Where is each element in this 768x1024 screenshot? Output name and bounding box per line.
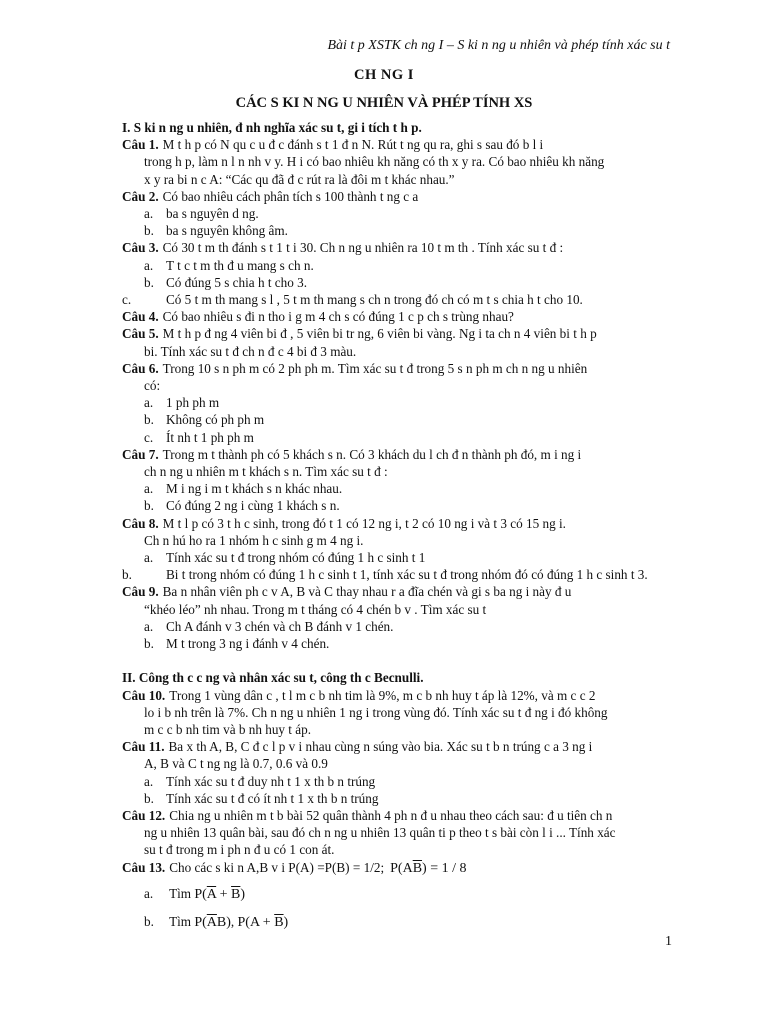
question-6 bbox=[122, 360, 670, 446]
question-text: M t h p có N qu c u đ c đánh s t 1 đ n N. Rút t ng qu ra, ghi s sau đó b l i bbox=[162, 137, 544, 153]
question-text: m c c b nh tim và b nh huy t áp. bbox=[144, 721, 312, 737]
question-text: Có 30 t m th đánh s t 1 t i 30. Ch n ng u nhiên ra 10 t m th . Tính xác su t đ : bbox=[162, 240, 564, 256]
chapter-title: CÁC S KI N NG U NHIÊN VÀ PHÉP TÍNH XS bbox=[235, 95, 533, 111]
question-continuation-line bbox=[122, 153, 670, 170]
question-text: ng u nhiên 13 quân bài, sau đó ch n ng u nhiên 13 quân ti p theo t s bài còn l i ... Tính xác bbox=[144, 825, 616, 841]
option-text: M t trong 3 ng i đánh v 4 chén. bbox=[166, 636, 330, 652]
option-text: Bi t trong nhóm có đúng 1 h c sinh t 1, tính xác su t đ trong nhóm đó có đúng 1 h c sinh t 3. bbox=[166, 567, 648, 583]
running-header: Bài t p XSTK ch ng I – S ki n ng u nhiên và phép tính xác su t bbox=[327, 38, 670, 53]
question-option bbox=[122, 635, 670, 652]
question-text: A, B và C t ng ng là 0.7, 0.6 và 0.9 bbox=[144, 756, 328, 772]
option-letter: a. bbox=[144, 618, 154, 634]
question-text: Ba x th A, B, C đ c l p v i nhau cùng n súng vào bia. Xác su t b n trúng c a 3 ng i bbox=[168, 739, 593, 755]
option-letter: b. bbox=[144, 223, 154, 239]
option-text: Tìm bbox=[169, 913, 192, 929]
question-option bbox=[122, 291, 670, 308]
question-continuation-line bbox=[122, 377, 670, 394]
question-text: M t l p có 3 t h c sinh, trong đó t 1 có 12 ng i, t 2 có 10 ng i và t 3 có 15 ng i. bbox=[162, 515, 566, 531]
question-continuation-line bbox=[122, 721, 670, 738]
question-text: “khéo léo” nh nhau. Trong m t tháng có 4 chén b v . Tìm xác su t bbox=[144, 601, 487, 617]
option-letter: b. bbox=[144, 274, 154, 290]
question-text: ch n ng u nhiên m t khách s n. Tìm xác su t đ : bbox=[144, 464, 388, 480]
option-letter: b. bbox=[122, 567, 132, 583]
option-letter: a. bbox=[144, 206, 154, 222]
question-option bbox=[122, 790, 670, 807]
question-continuation-line bbox=[122, 824, 670, 841]
question-7 bbox=[122, 446, 670, 515]
question-number: Câu 1. bbox=[122, 137, 159, 153]
question-number: Câu 12. bbox=[122, 807, 166, 823]
option-letter: a. bbox=[144, 885, 154, 901]
formula-p-a-not-b: $P(A\overline{B}) = 1 / 8$ bbox=[390, 860, 467, 876]
question-number: Câu 13. bbox=[122, 859, 166, 875]
question-option bbox=[122, 222, 670, 239]
question-number: Câu 3. bbox=[122, 240, 159, 256]
option-letter: a. bbox=[144, 257, 154, 273]
question-text: Có bao nhiêu s đi n tho i g m 4 ch s có đúng 1 c p ch s trùng nhau? bbox=[162, 309, 514, 325]
question-first-line bbox=[122, 446, 670, 463]
question-number: Câu 2. bbox=[122, 188, 159, 204]
question-number: Câu 4. bbox=[122, 309, 159, 325]
question-1 bbox=[122, 136, 670, 188]
section-heading-1: I. S ki n ng u nhiên, đ nh nghĩa xác su t, gi i tích t h p. bbox=[122, 120, 422, 135]
question-first-line bbox=[122, 738, 670, 755]
question-continuation-line bbox=[122, 841, 670, 858]
option-letter: b. bbox=[144, 498, 154, 514]
option-text: Có đúng 5 s chia h t cho 3. bbox=[166, 274, 308, 290]
formula-p-a-plus-not-b: $P(A + \overline{B})$ bbox=[237, 914, 289, 930]
q13-option-b: b. Tìm $P(\overline{A}B)$, $P(A + \overline{B})$ bbox=[122, 911, 670, 933]
question-option bbox=[122, 394, 670, 411]
question-option bbox=[122, 429, 670, 446]
question-text: Ch n hú ho ra 1 nhóm h c sinh g m 4 ng i. bbox=[144, 532, 364, 548]
question-text: có: bbox=[144, 378, 161, 394]
question-continuation-line bbox=[122, 463, 670, 480]
question-8 bbox=[122, 515, 670, 584]
question-number: Câu 5. bbox=[122, 326, 159, 342]
option-letter: c. bbox=[144, 429, 154, 445]
question-continuation-line bbox=[122, 532, 670, 549]
section-heading-2: II. Công th c c ng và nhân xác su t, công th c Becnulli. bbox=[122, 670, 424, 686]
option-text: Tìm bbox=[169, 885, 192, 901]
question-text: lo i b nh trên là 7%. Ch n ng u nhiên 1 ng i trong vùng đó. Tính xác su t đ ng i đó không bbox=[144, 704, 608, 720]
option-text: Ít nh t 1 ph ph m bbox=[166, 429, 254, 445]
question-first-line bbox=[122, 515, 670, 532]
question-option bbox=[122, 549, 670, 566]
option-letter: c. bbox=[122, 292, 132, 308]
question-continuation-line bbox=[122, 755, 670, 772]
question-number: Câu 9. bbox=[122, 584, 159, 600]
q13-option-a bbox=[122, 883, 670, 905]
option-letter: b. bbox=[144, 913, 154, 929]
question-5 bbox=[122, 325, 670, 359]
question-13 bbox=[122, 859, 670, 877]
question-first-line bbox=[122, 136, 670, 153]
option-text: ba s nguyên d ng. bbox=[166, 206, 259, 222]
question-first-line bbox=[122, 325, 670, 342]
question-12 bbox=[122, 807, 670, 859]
question-number: Câu 7. bbox=[122, 446, 159, 462]
question-option bbox=[122, 618, 670, 635]
question-option bbox=[122, 566, 670, 583]
option-text: Không có ph ph m bbox=[166, 412, 265, 428]
page-number: 1 bbox=[665, 934, 672, 949]
option-text: Có 5 t m th mang s l , 5 t m th mang s ch n trong đó ch có m t s chia h t cho 10. bbox=[166, 292, 583, 308]
questions-part-2 bbox=[122, 687, 670, 877]
question-text: Trong 10 s n ph m có 2 ph ph m. Tìm xác su t đ trong 5 s n ph m ch n ng u nhiên bbox=[162, 360, 588, 376]
question-text: M t h p đ ng 4 viên bi đ , 5 viên bi tr ng, 6 viên bi vàng. Ng i ta ch n 4 viên bi t h p bbox=[162, 326, 597, 342]
option-letter: b. bbox=[144, 636, 154, 652]
question-3 bbox=[122, 239, 670, 308]
option-text: T t c t m th đ u mang s ch n. bbox=[166, 257, 314, 273]
question-continuation-line bbox=[122, 343, 670, 360]
question-10 bbox=[122, 687, 670, 739]
question-text: su t đ trong m i ph n đ u có 1 con át. bbox=[144, 842, 335, 858]
question-text: Trong 1 vùng dân c , t l m c b nh tim là 9%, m c b nh huy t áp là 12%, và m c c 2 bbox=[169, 687, 596, 703]
question-continuation-line bbox=[122, 171, 670, 188]
question-first-line bbox=[122, 687, 670, 704]
formula-p-not-a-b: $P(\overline{A}B)$ bbox=[194, 914, 231, 930]
option-text: Có đúng 2 ng i cùng 1 khách s n. bbox=[166, 498, 340, 514]
option-letter: a. bbox=[144, 550, 154, 566]
question-number: Câu 11. bbox=[122, 739, 165, 755]
question-first-line bbox=[122, 807, 670, 824]
question-option bbox=[122, 205, 670, 222]
question-text: Chia ng u nhiên m t b bài 52 quân thành 4 ph n đ u nhau theo cách sau: đ u tiên ch n bbox=[169, 807, 613, 823]
question-continuation-line bbox=[122, 601, 670, 618]
question-text: x y ra bi n c A: “Các qu đã đ c rút ra là đôi m t khác nhau.” bbox=[144, 171, 455, 187]
formula-p-not-a-plus-not-b: $P(\overline{A} + \overline{B})$ bbox=[194, 886, 246, 902]
question-number: Câu 8. bbox=[122, 515, 159, 531]
question-9 bbox=[122, 583, 670, 652]
option-letter: b. bbox=[144, 790, 154, 806]
question-text: Ba n nhân viên ph c v A, B và C thay nhau r a đĩa chén và gi s ba ng i này đ u bbox=[162, 584, 572, 600]
question-continuation-line bbox=[122, 704, 670, 721]
question-number: Câu 10. bbox=[122, 687, 166, 703]
document-body bbox=[122, 119, 670, 933]
questions-part-1 bbox=[122, 136, 670, 652]
question-first-line bbox=[122, 188, 670, 205]
question-text: Trong m t thành ph có 5 khách s n. Có 3 khách du l ch đ n thành ph đó, m i ng i bbox=[162, 446, 582, 462]
question-option bbox=[122, 257, 670, 274]
question-11 bbox=[122, 738, 670, 807]
option-letter: a. bbox=[144, 773, 154, 789]
option-text: Ch A đánh v 3 chén và ch B đánh v 1 chén. bbox=[166, 618, 394, 634]
chapter-label: CH NG I bbox=[354, 67, 414, 83]
question-text: trong h p, làm n l n nh v y. H i có bao nhiêu kh năng có th x y ra. Có bao nhiêu kh năng bbox=[144, 154, 605, 170]
question-option bbox=[122, 274, 670, 291]
question-first-line bbox=[122, 239, 670, 256]
option-text: Tính xác su t đ trong nhóm có đúng 1 h c sinh t 1 bbox=[166, 550, 426, 566]
option-letter: a. bbox=[144, 395, 154, 411]
question-option bbox=[122, 480, 670, 497]
question-first-line bbox=[122, 308, 670, 325]
question-first-line bbox=[122, 360, 670, 377]
question-first-line bbox=[122, 859, 670, 877]
question-option bbox=[122, 773, 670, 790]
question-first-line bbox=[122, 583, 670, 600]
question-option bbox=[122, 497, 670, 514]
option-text: 1 ph ph m bbox=[166, 395, 220, 411]
question-text: bi. Tính xác su t đ ch n đ c 4 bi đ 3 màu. bbox=[144, 343, 357, 359]
question-text: Cho các s ki n A,B v i P(A) =P(B) = 1/2; bbox=[169, 859, 385, 875]
option-text: Tính xác su t đ duy nh t 1 x th b n trúng bbox=[166, 773, 376, 789]
option-text: ba s nguyên không âm. bbox=[166, 223, 288, 239]
question-2 bbox=[122, 188, 670, 240]
question-4 bbox=[122, 308, 670, 325]
option-letter: b. bbox=[144, 412, 154, 428]
question-option bbox=[122, 411, 670, 428]
option-letter: a. bbox=[144, 481, 154, 497]
question-number: Câu 6. bbox=[122, 360, 159, 376]
option-text: M i ng i m t khách s n khác nhau. bbox=[166, 481, 343, 497]
question-text: Có bao nhiêu cách phân tích s 100 thành t ng c a bbox=[162, 188, 419, 204]
option-text: Tính xác su t đ có ít nh t 1 x th b n trúng bbox=[166, 790, 379, 806]
